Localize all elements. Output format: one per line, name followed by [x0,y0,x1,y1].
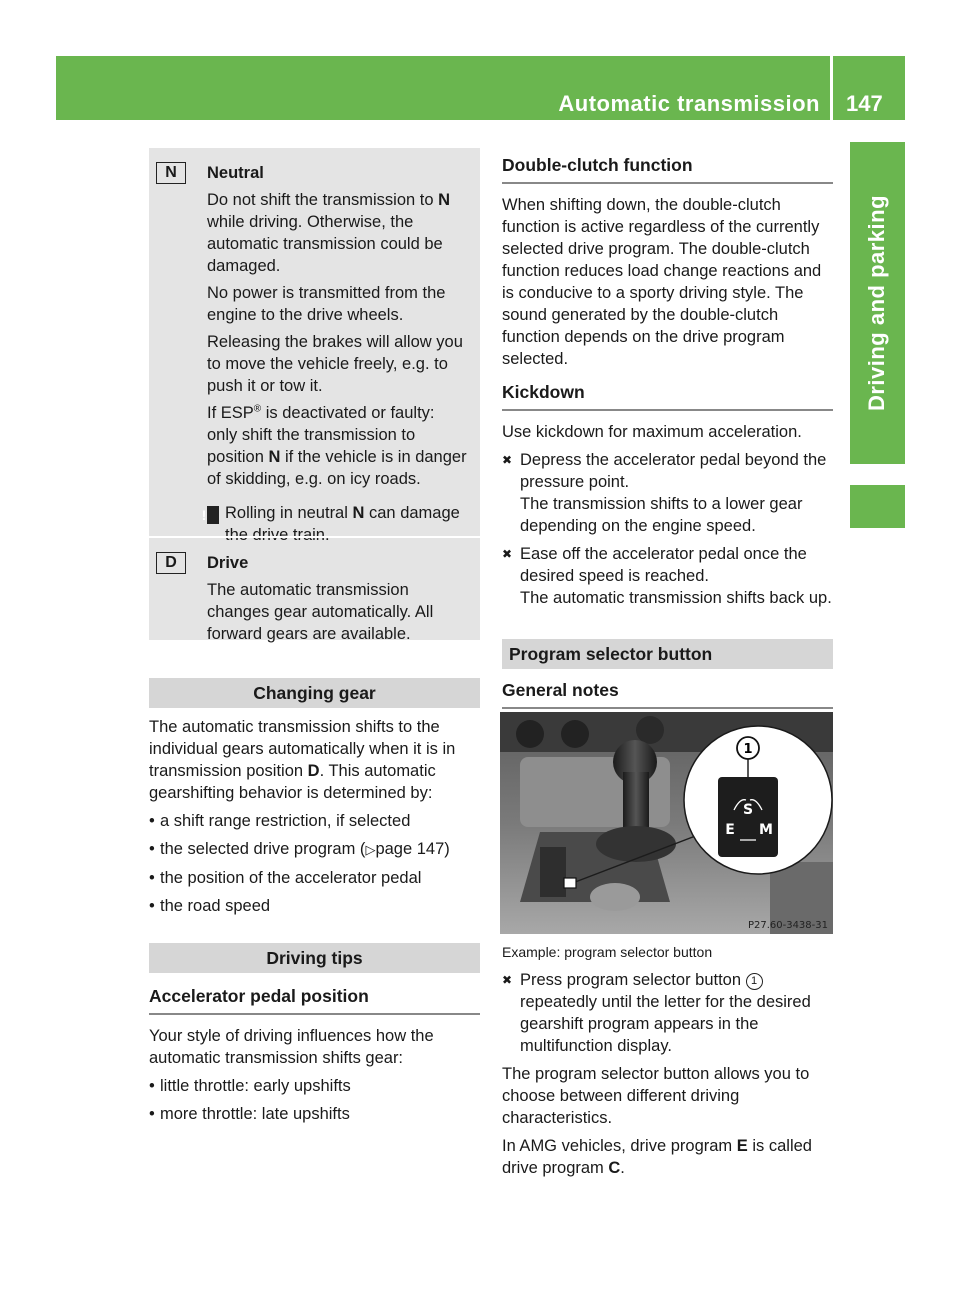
selector-letter-s: S [742,802,754,818]
section-paragraph: Use kickdown for maximum acceleration. [502,423,802,441]
gear-title: Drive [207,554,249,572]
chapter-tab [850,142,905,464]
chapter-tab-label: Driving and parking [864,194,889,412]
gear-paragraph: The automatic transmission changes gear automatically. All forward gears are available. [207,581,434,643]
chapter-marker [850,485,905,528]
section-heading: Program selector button [502,639,833,669]
section-paragraph: The program selector button allows you to choose between different driving characteristics. [502,1065,810,1127]
gear-paragraph: Do not shift the transmission to N while driving. Otherwise, the automatic transmission could be damaged. [207,191,451,275]
gear-d-symbol: D [156,552,186,574]
subsection-heading: Double-clutch function [502,154,833,184]
gear-paragraph: If ESP® is deactivated or faulty: only shift the transmission to position N if the vehicle is in danger of skidding, e.g. on icy roads. [207,403,467,488]
subsection-heading: Kickdown [502,381,833,411]
selector-letter-m: M [759,822,773,838]
bullet-list [149,1075,480,1125]
section-driving-tips [149,943,480,1125]
section-heading: Changing gear [149,678,480,708]
section-kickdown [502,381,833,609]
section-heading: Driving tips [149,943,480,973]
instruction-step: ✖ Press program selector button 1 repeatedly until the letter for the desired gearshift program appears in the multifunction display. [502,969,833,1057]
section-double-clutch [502,154,833,370]
callout-reference-icon: 1 [746,973,763,990]
photo-caption: Example: program selector button [502,944,713,960]
program-selector-text [502,969,833,1179]
page-reference-icon: ▷ [365,842,376,857]
gear-paragraph: Releasing the brakes will allow you to move the vehicle freely, e.g. to push it or tow it. [207,333,463,395]
console-illustration [500,712,833,934]
list-item: • the road speed [149,895,480,917]
header-title: Automatic transmission [558,91,820,116]
section-paragraph: In AMG vehicles, drive program E is called drive program C. [502,1137,812,1177]
subsection-heading: Accelerator pedal position [149,985,480,1015]
gear-row-drive [149,536,480,643]
list-item: • the position of the accelerator pedal [149,867,480,889]
gear-n-symbol: N [156,162,186,184]
section-changing-gear [149,678,480,917]
instruction-step: ✖ Depress the accelerator pedal beyond the pressure point. The transmission shifts to a lower gear depending on the engine speed. [502,449,833,537]
gear-position-table [149,148,480,643]
section-paragraph: The automatic transmission shifts to the individual gears automatically when it is in transmission position D. This automatic gearshifting behavior is determined by: [149,718,456,802]
section-paragraph: When shifting down, the double-clutch function is active regardless of the currently selected drive program. The double-clutch function reduces load change reactions and is conducive to a sporty driving style. The sound generated by the double-clutch function depends on the drive program selected. [502,196,822,368]
section-paragraph: Your style of driving influences how the automatic transmission shifts gear: [149,1027,434,1067]
photo-code: P27.60-3438-31 [747,920,828,931]
header-divider [830,56,833,120]
warning-icon: ! [207,506,219,524]
selector-letter-e: E [725,822,735,838]
section-program-selector [502,639,833,709]
bullet-list [149,810,480,917]
page-number: 147 [846,91,883,116]
instruction-step: ✖ Ease off the accelerator pedal once the desired speed is reached. The automatic transmission shifts back up. [502,543,833,609]
list-item: • little throttle: early upshifts [149,1075,480,1097]
callout-number: 1 [743,742,753,757]
list-item: • the selected drive program (▷page 147) [149,838,480,861]
list-item: • more throttle: late upshifts [149,1103,480,1125]
gear-paragraph: No power is transmitted from the engine to the drive wheels. [207,284,446,324]
warning-note: ! Rolling in neutral N can damage the drive train. [201,504,460,544]
gear-row-neutral [149,148,480,544]
gear-title: Neutral [207,164,264,182]
program-selector-photo [500,712,833,934]
subsection-heading: General notes [502,679,833,709]
list-item: • a shift range restriction, if selected [149,810,480,832]
